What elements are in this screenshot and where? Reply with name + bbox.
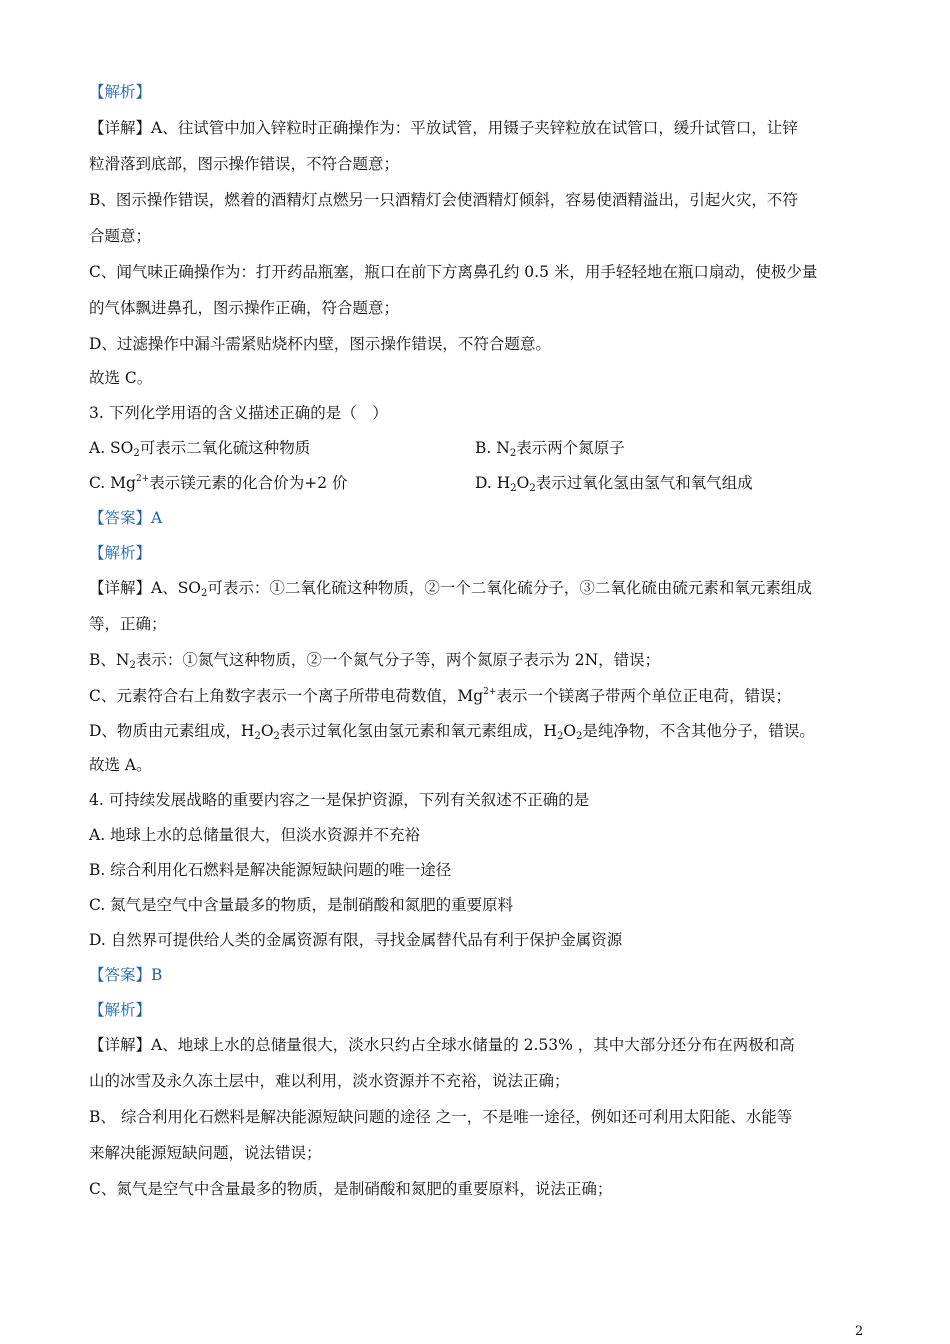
question-3-detail-line: B、$N_2$表示：①氮气这种物质，②一个氮气分子等，两个氮原子表示为 2N，错误； [89, 651, 661, 671]
question-4-option-c: C. 氮气是空气中含量最多的物质，是制硝酸和氮肥的重要原料 [89, 896, 514, 914]
question-4-detail-line: B、 综合利用化石燃料是解决能源短缺问题的途径 之一，不是唯一途径，例如还可利用太阳能、水能等 [89, 1108, 793, 1126]
question-3-analysis-heading: 【解析】 [89, 544, 152, 562]
question-4-detail-line: 【详解】A、地球上水的总储量很大，淡水只约占全球水储量的 2.53% ，其中大部分还分布在两极和高 [89, 1036, 795, 1054]
detail-line: B、图示操作错误，燃着的酒精灯点燃另一只酒精灯会使酒精灯倾斜，容易使酒精溢出，引起火灾，不符 [89, 191, 798, 209]
question-3-conclusion: 故选 A。 [89, 756, 152, 774]
question-3-option-d: D. $H_2O_2$表示过氧化氢由氢气和氧气组成 [475, 474, 753, 494]
detail-line: C、闻气味正确操作为：打开药品瓶塞，瓶口在前下方离鼻孔约 0.5 米，用手轻轻地在瓶口扇动，使极少量 [89, 263, 818, 281]
detail-line: 【详解】A、往试管中加入锌粒时正确操作为：平放试管，用镊子夹锌粒放在试管口，缓升试管口，让锌 [89, 119, 798, 137]
detail-line: 粒滑落到底部，图示操作错误，不符合题意； [89, 155, 400, 173]
question-3-detail-line: C、元素符合右上角数字表示一个离子所带电荷数值，$Mg^{2+}$表示一个镁离子带两个单位正电荷，错误； [89, 687, 791, 705]
conclusion-line: 故选 C。 [89, 369, 153, 387]
detail-line: 合题意； [89, 227, 152, 245]
question-3-answer: 【答案】A [89, 509, 163, 527]
question-4-option-a: A. 地球上水的总储量很大，但淡水资源并不充裕 [89, 826, 421, 844]
question-3-option-c: C. $Mg^{2+}$表示镁元素的化合价为+2 价 [89, 474, 348, 492]
question-4-answer: 【答案】B [89, 966, 163, 984]
question-3-detail-line: D、物质由元素组成，$H_2O_2$表示过氧化氢由氢元素和氧元素组成，$H_2O_2$是纯净物，不含其他分子，错误。 [89, 722, 815, 742]
question-4-option-b: B. 综合利用化石燃料是解决能源短缺问题的唯一途径 [89, 861, 452, 879]
question-3-stem: 3. 下列化学用语的含义描述正确的是（ ） [89, 404, 388, 422]
question-4-detail-line: C、氮气是空气中含量最多的物质，是制硝酸和氮肥的重要原料，说法正确； [89, 1180, 613, 1198]
question-4-analysis-heading: 【解析】 [89, 1001, 152, 1019]
question-3-option-a: A. $SO_2$可表示二氧化硫这种物质 [89, 439, 311, 459]
question-3-detail-line: 【详解】A、$SO_2$可表示：①二氧化硫这种物质，②一个二氧化硫分子，③二氧化硫由硫元素和氧元素组成 [89, 579, 812, 599]
analysis-heading: 【解析】 [89, 83, 152, 101]
question-3-detail-line: 等，正确； [89, 615, 167, 633]
question-3-option-b: B. $N_2$表示两个氮原子 [475, 439, 625, 459]
detail-line: 的气体飘进鼻孔，图示操作正确，符合题意； [89, 299, 400, 317]
question-4-stem: 4. 可持续发展战略的重要内容之一是保护资源，下列有关叙述不正确的是 [89, 791, 590, 809]
question-4-detail-line: 来解决能源短缺问题，说法错误； [89, 1144, 322, 1162]
question-4-option-d: D. 自然界可提供给人类的金属资源有限，寻找金属替代品有利于保护金属资源 [89, 931, 623, 949]
question-4-detail-line: 山的冰雪及永久冻土层中，难以利用，淡水资源并不充裕，说法正确； [89, 1072, 570, 1090]
page-number: 2 [855, 1324, 864, 1339]
detail-line: D、过滤操作中漏斗需紧贴烧杯内壁，图示操作错误，不符合题意。 [89, 335, 551, 353]
